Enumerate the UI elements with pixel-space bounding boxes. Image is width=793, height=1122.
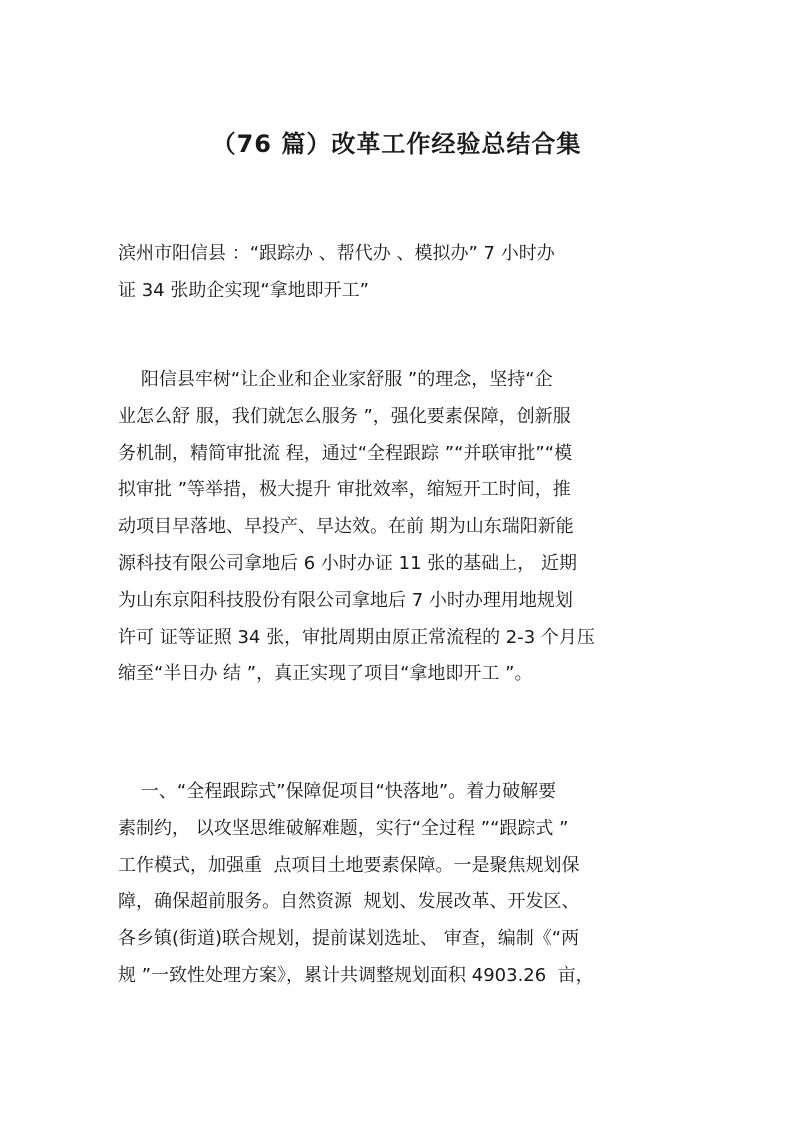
section-subheading [118,236,678,310]
paragraph-line: 障，确保超前服务。自然资源 规划、发展改革、开发区、 [118,891,580,913]
paragraph-line: 缩至“半日办 结 ”，真正实现了项目“拿地即开工 ”。 [118,663,533,685]
paragraph-line: 各乡镇(街道)联合规划，提前谋划选址、 审查，编制《“两 [118,928,580,950]
paragraph-line: 阳信县牢树“让企业和企业家舒服 ”的理念，坚持“企 [118,369,553,390]
paragraph-line: 素制约， 以攻坚思维破解难题，实行“全过程 ”“跟踪式 ” [118,817,569,839]
body-paragraph-section-one [118,774,678,995]
paragraph-line: 规 ”一致性处理方案》，累计共调整规划面积 4903.26 亩， [118,964,594,986]
paragraph-line: 业怎么舒 服，我们就怎么服务 ”，强化要素保障，创新服 [118,405,571,427]
paragraph-line: 为山东京阳科技股份有限公司拿地后 7 小时办理用地规划 [118,589,573,611]
paragraph-line: 一、“全程跟踪式”保障促项目“快落地”。着力破解要 [118,781,557,802]
subheading-line: 证 34 张助企实现“拿地即开工” [118,279,369,301]
paragraph-line: 拟审批 ”等举措，极大提升 审批效率，缩短开工时间，推 [118,479,571,501]
document-title: （76 篇）改革工作经验总结合集 [211,130,582,158]
paragraph-line: 动项目早落地、早投产、早达效。在前 期为山东瑞阳新能 [118,516,574,538]
paragraph-line: 工作模式，加强重 点项目土地要素保障。一是聚焦规划保 [118,854,580,876]
body-paragraph-intro [118,362,678,693]
paragraph-line: 源科技有限公司拿地后 6 小时办证 11 张的基础上， 近期 [118,552,577,574]
subheading-line: 滨州市阳信县 ：“跟踪办 、帮代办 、模拟办” 7 小时办 [118,243,555,264]
paragraph-line: 务机制，精简审批流 程，通过“全程跟踪 ”“并联审批”“模 [118,442,573,464]
paragraph-line: 许可 证等证照 34 张，审批周期由原正常流程的 2-3 个月压 [118,626,595,648]
